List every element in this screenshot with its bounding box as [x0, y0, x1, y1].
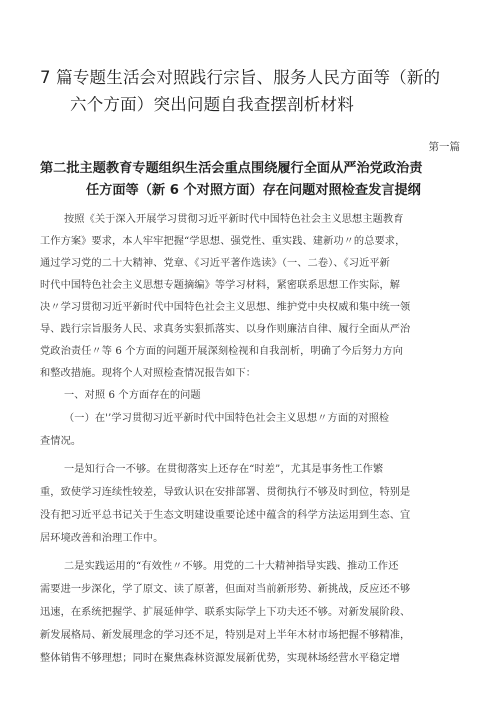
body-line: 导、践行宗旨服务人民、求真务实狠抓落实、以身作则廉洁自律、履行全面从严治 [40, 324, 411, 335]
body-line: 一是知行合一不够。在贯彻落实上还存在“时差”，尤其是事务性工作繁 [64, 464, 384, 475]
body-line: 没有把习近平总书记关于生态文明建设重要论述中蕴含的科学方法运用到生态、宜 [40, 510, 411, 521]
body-line: （一）在'’学习贯彻习近平新时代中国特色社会主义思想〃方面的对照检 [64, 413, 390, 424]
body-line: 和整改措施。现将个人对照检查情况报告如下： [40, 368, 257, 379]
body-line: 时代中国特色社会主义思想专题摘编》等学习材料，紧密联系思想工作实际，解 [40, 280, 401, 291]
section-label: 第一篇 [428, 141, 460, 153]
body-line: 工作方案》要求，本人牢牢把握“学思想、强党性、重实践、建新功〃的总要求， [40, 236, 406, 247]
body-line: 迅速，在系统把握学、扩展延伸学、联系实际学上下功夫还不够。对新发展阶段、 [40, 607, 411, 618]
body-line: 新发展格局、新发展理念的学习还不足，特别是对上半年木材市场把握不够精准， [40, 630, 411, 641]
body-line: 居环境改善和治理工作中。 [40, 533, 164, 544]
body-line: 重，致使学习连续性较差，导致认识在安排部署、贯彻执行不够及时到位，特别是 [40, 487, 411, 498]
document-title-line-2: 六个方面）突出问题自我查摆剖析材料 [70, 95, 354, 114]
body-line: 二是实践运用的“有效性〃不够。用党的二十大精神指导实践、推动工作还 [64, 561, 399, 572]
body-line: 通过学习党的二十大精神、党章、《习近平著作选读》（一、二卷）、《习近平新 [40, 258, 390, 269]
body-line: 查情况。 [40, 436, 82, 447]
body-line: 一、对照 6 个方面存在的问题 [64, 390, 201, 401]
body-line: 党政治责任〃等 6 个方面的问题开展深刻检视和自我剖析，明确了今后努力方向 [40, 346, 404, 357]
section-heading-line-1: 第二批主题教育专题组织生活会重点围绕履行全面从严治党政治责 [40, 161, 423, 176]
section-heading-line-2: 任方面等（新 6 个对照方面）存在问题对照检查发言提纲 [86, 183, 421, 198]
body-line: 需要进一步深化，学了原文、读了原著，但面对当前新形势、新挑战，反应还不够 [40, 584, 411, 595]
body-line: 按照《关于深入开展学习贯彻习近平新时代中国特色社会主义思想主题教育 [64, 214, 404, 225]
body-line: 整体销售不够理想；同时在聚焦森林资源发展新优势，实现林场经营水平稳定增 [40, 653, 401, 664]
document-title-line-1: 7 篇专题生活会对照践行宗旨、服务人民方面等（新的 [40, 68, 441, 87]
body-line: 决〃学习贯彻习近平新时代中国特色社会主义思想、维护党中央权威和集中统一领 [40, 302, 411, 313]
